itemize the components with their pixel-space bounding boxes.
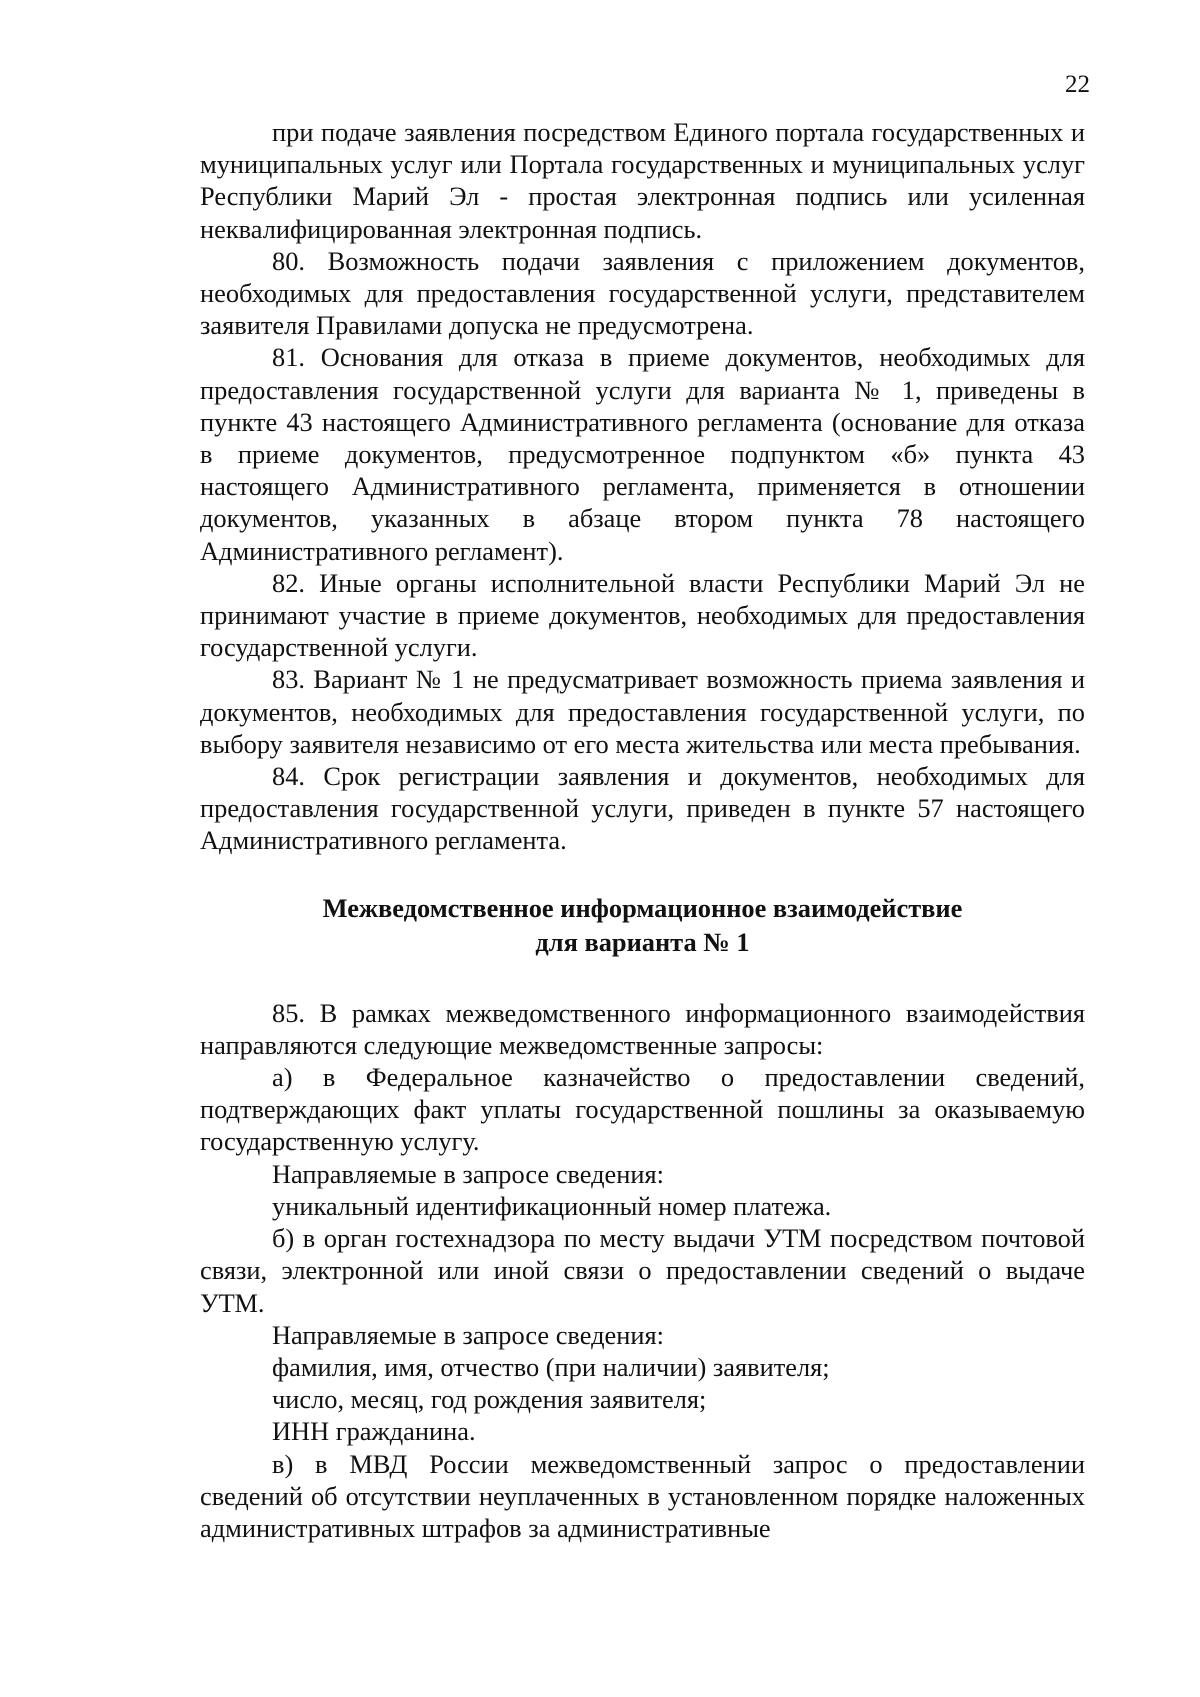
paragraph-80: 80. Возможность подачи заявления с приложением документов, необходимых для предоставления государственной услуги, представителем заявителя Правилами допуска не предусмотрена. [200, 245, 1085, 341]
document-body [200, 116, 1085, 1544]
section-heading-line2: для варианта № 1 [535, 926, 750, 957]
section-heading [200, 891, 1085, 959]
paragraph-esignature: при подаче заявления посредством Единого портала государственных и муниципальных услуг или Портала государственных и муниципальных услуг Республики Марий Эл - простая электронная подпись или усиленная неквалифицированная электронная подпись. [200, 117, 1085, 244]
paragraph-request-info-item: ИНН гражданина. [272, 1416, 476, 1447]
paragraph-82: 82. Иные органы исполнительной власти Республики Марий Эл не принимают участие в приеме документов, необходимых для предоставления государственной услуги. [200, 567, 1085, 663]
paragraph-85-b: б) в орган гостехнадзора по месту выдачи УТМ посредством почтовой связи, электронной или иной связи о предоставлении сведений о выдаче УТМ. [200, 1223, 1085, 1318]
section-heading-line1: Межведомственное информационное взаимодействие [322, 892, 963, 923]
paragraph-83: 83. Вариант № 1 не предусматривает возможность приема заявления и документов, необходимых для предоставления государственной услуги, по выбору заявителя независимо от его места жительства или места пребывания. [200, 664, 1085, 759]
paragraph-request-info-item: уникальный идентификационный номер платежа. [272, 1190, 832, 1221]
paragraph-85-a: а) в Федеральное казначейство о предоставлении сведений, подтверждающих факт уплаты государственной пошлины за оказываемую государственную услугу. [200, 1062, 1085, 1157]
paragraph-85: 85. В рамках межведомственного информационного взаимодействия направляются следующие межведомственные запросы: [200, 997, 1085, 1060]
page-number: 22 [1065, 71, 1090, 98]
paragraph-85-v: в) в МВД России межведомственный запрос о предоставлении сведений об отсутствии неуплаченных в установленном порядке наложенных административных штрафов за административные [200, 1448, 1085, 1543]
paragraph-request-info-item: число, месяц, год рождения заявителя; [272, 1384, 707, 1415]
paragraph-81: 81. Основания для отказа в приеме документов, необходимых для предоставления государственной услуги для варианта № 1, приведены в пункте 43 настоящего Административного регламента (основание для отказа в приеме документов, предусмотренное подпунктом «б» пункта 43 настоящего Административного регламента, применяется в отношении документов, указанных в абзаце втором пункта 78 настоящего Административного регламент). [200, 342, 1085, 566]
paragraph-request-info-label: Направляемые в запросе сведения: [272, 1158, 664, 1189]
paragraph-request-info-label: Направляемые в запросе сведения: [272, 1319, 664, 1350]
paragraph-84: 84. Срок регистрации заявления и документов, необходимых для предоставления государственной услуги, приведен в пункте 57 настоящего Административного регламента. [200, 761, 1085, 856]
paragraph-request-info-item: фамилия, имя, отчество (при наличии) заявителя; [272, 1351, 830, 1382]
